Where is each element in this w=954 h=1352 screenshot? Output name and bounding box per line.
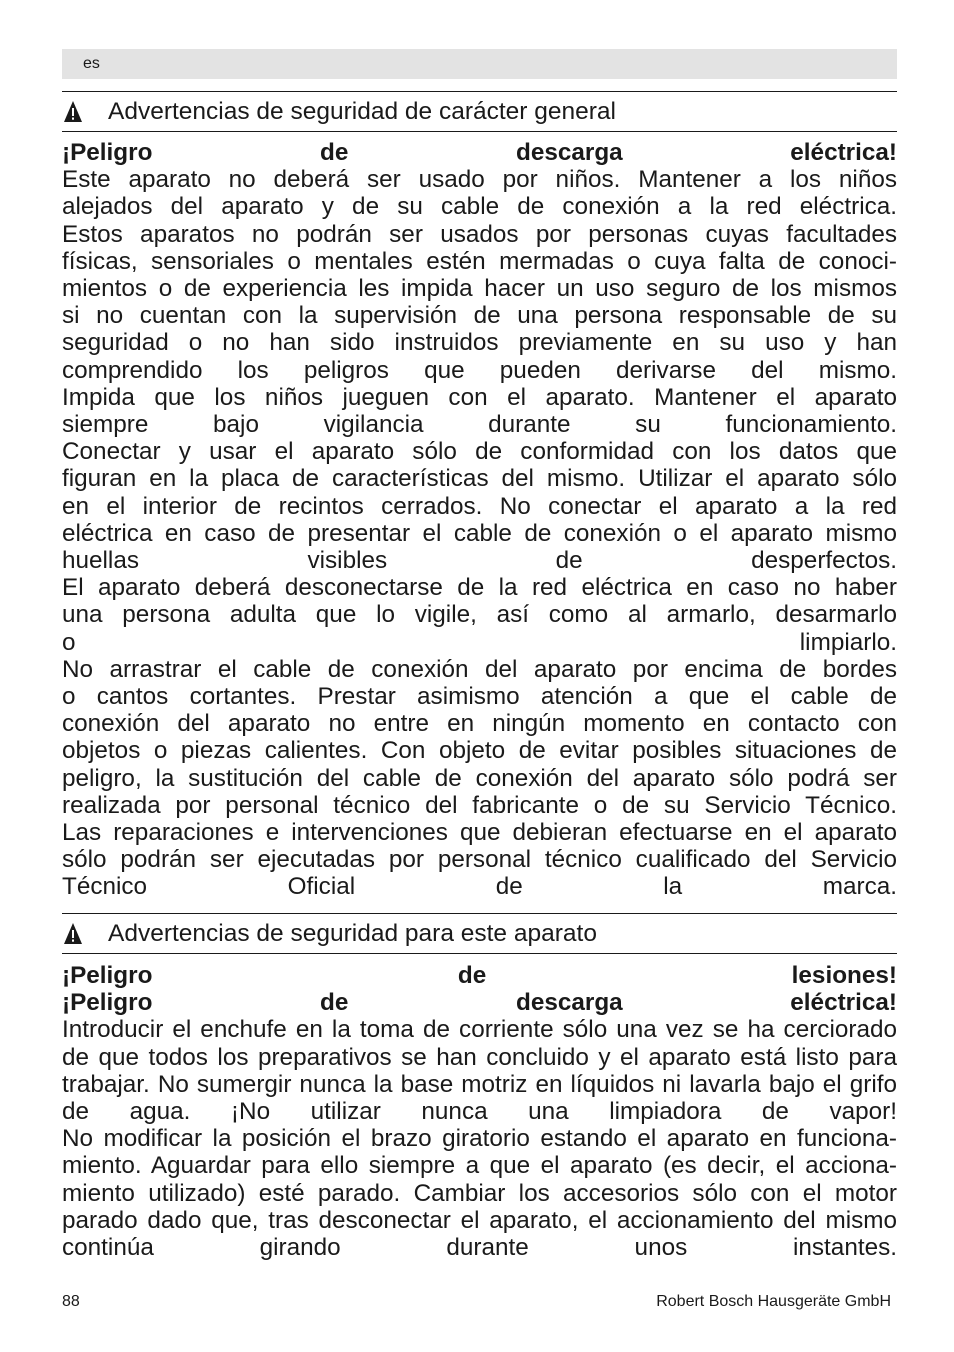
text-line: o cantos cortantes. Prestar asimismo atención a que el cable de bbox=[62, 683, 897, 711]
text-line: parado dado que, tras desconectar el aparato, el accionamiento del mismo bbox=[62, 1206, 897, 1234]
text-line: ¡Peligro de descarga eléctrica! bbox=[62, 989, 897, 1017]
text-line: sólo podrán ser ejecutadas por personal técnico cualificado del Servicio bbox=[62, 846, 897, 874]
text-line: ¡Peligro de lesiones! bbox=[62, 962, 897, 989]
text-line: en el interior de recintos cerrados. No conectar el aparato a la red bbox=[62, 492, 897, 520]
warning-subheading bbox=[62, 962, 897, 989]
text-line: siempre bajo vigilancia durante su funcionamiento. bbox=[62, 411, 897, 439]
body-paragraph bbox=[62, 656, 897, 819]
text-line: No modificar la posición el brazo giratorio estando el aparato en funciona- bbox=[62, 1125, 897, 1153]
section-1-body bbox=[62, 139, 897, 901]
text-line: Conectar y usar el aparato sólo de conformidad con los datos que bbox=[62, 438, 897, 466]
text-line: Este aparato no deberá ser usado por niños. Mantener a los niños bbox=[62, 166, 897, 194]
section-2-bottom-rule bbox=[62, 953, 897, 954]
warning-subheading bbox=[62, 989, 897, 1016]
section-2-title: Advertencias de seguridad para este aparato bbox=[108, 920, 597, 947]
text-line: miento. Aguardar para ello siempre a que el aparato (es decir, el acciona- bbox=[62, 1152, 897, 1180]
text-line: miento utilizado) esté parado. Cambiar los accesorios sólo con el motor bbox=[62, 1179, 897, 1207]
text-line: peligro, la sustitución del cable de conexión del aparato sólo podrá ser bbox=[62, 764, 897, 792]
section-2-body bbox=[62, 962, 897, 1261]
warning-triangle-icon bbox=[63, 100, 95, 124]
text-line: de que todos los preparativos se han concluido y el aparato está listo para bbox=[62, 1043, 897, 1071]
text-line: objetos o piezas calientes. Con objeto de evitar posibles situaciones de bbox=[62, 737, 897, 765]
footer-company: Robert Bosch Hausgeräte GmbH bbox=[656, 1293, 891, 1310]
body-paragraph bbox=[62, 166, 897, 220]
language-code: es bbox=[83, 55, 100, 72]
section-1-heading bbox=[62, 92, 897, 132]
section-1-title: Advertencias de seguridad de carácter general bbox=[108, 98, 617, 125]
text-line: mientos o de experiencia les impida hacer un uso seguro de los mismos bbox=[62, 275, 897, 303]
warning-triangle-icon bbox=[63, 922, 95, 946]
text-line: seguridad o no han sido instruidos previamente en su uso y han bbox=[62, 329, 897, 357]
warning-subheading bbox=[62, 139, 897, 166]
text-line: realizada por personal técnico del fabricante o de su Servicio Técnico. bbox=[62, 791, 897, 819]
section-1-bottom-rule bbox=[62, 131, 897, 132]
text-line: continúa girando durante unos instantes. bbox=[62, 1234, 897, 1262]
section-2-heading bbox=[62, 914, 897, 954]
body-paragraph bbox=[62, 438, 897, 574]
text-line: físicas, sensoriales o mentales estén mermadas o cuya falta de conoci- bbox=[62, 247, 897, 275]
text-line: comprendido los peligros que pueden derivarse del mismo. bbox=[62, 356, 897, 384]
text-line: Técnico Oficial de la marca. bbox=[62, 873, 897, 901]
page-number: 88 bbox=[62, 1293, 80, 1310]
text-line: trabajar. No sumergir nunca la base motriz en líquidos ni lavarla bajo el grifo bbox=[62, 1070, 897, 1098]
text-line: conexión del aparato no entre en ningún momento en contacto con bbox=[62, 710, 897, 738]
text-line: una persona adulta que lo vigile, así como al armarlo, desarmarlo bbox=[62, 601, 897, 629]
text-line: o limpiarlo. bbox=[62, 628, 897, 656]
text-line: eléctrica en caso de presentar el cable de conexión o el aparato mismo bbox=[62, 519, 897, 547]
text-line: El aparato deberá desconectarse de la red eléctrica en caso no haber bbox=[62, 574, 897, 602]
text-line: figuran en la placa de características del mismo. Utilizar el aparato sólo bbox=[62, 465, 897, 493]
text-line: ¡Peligro de descarga eléctrica! bbox=[62, 139, 897, 166]
body-paragraph bbox=[62, 221, 897, 384]
body-paragraph bbox=[62, 1016, 897, 1125]
language-bar bbox=[62, 49, 897, 79]
text-line: si no cuentan con la supervisión de una persona responsable de su bbox=[62, 302, 897, 330]
body-paragraph bbox=[62, 384, 897, 438]
body-paragraph bbox=[62, 574, 897, 656]
text-line: huellas visibles de desperfectos. bbox=[62, 547, 897, 575]
body-paragraph bbox=[62, 819, 897, 901]
text-line: Las reparaciones e intervenciones que debieran efectuarse en el aparato bbox=[62, 819, 897, 847]
body-paragraph bbox=[62, 1125, 897, 1261]
text-line: No arrastrar el cable de conexión del aparato por encima de bordes bbox=[62, 655, 897, 683]
text-line: de agua. ¡No utilizar nunca una limpiadora de vapor! bbox=[62, 1098, 897, 1126]
text-line: Impida que los niños jueguen con el aparato. Mantener el aparato bbox=[62, 383, 897, 411]
text-line: Estos aparatos no podrán ser usados por personas cuyas facultades bbox=[62, 220, 897, 248]
text-line: Introducir el enchufe en la toma de corriente sólo una vez se ha cerciorado bbox=[62, 1016, 897, 1044]
text-line: alejados del aparato y de su cable de conexión a la red eléctrica. bbox=[62, 193, 897, 221]
